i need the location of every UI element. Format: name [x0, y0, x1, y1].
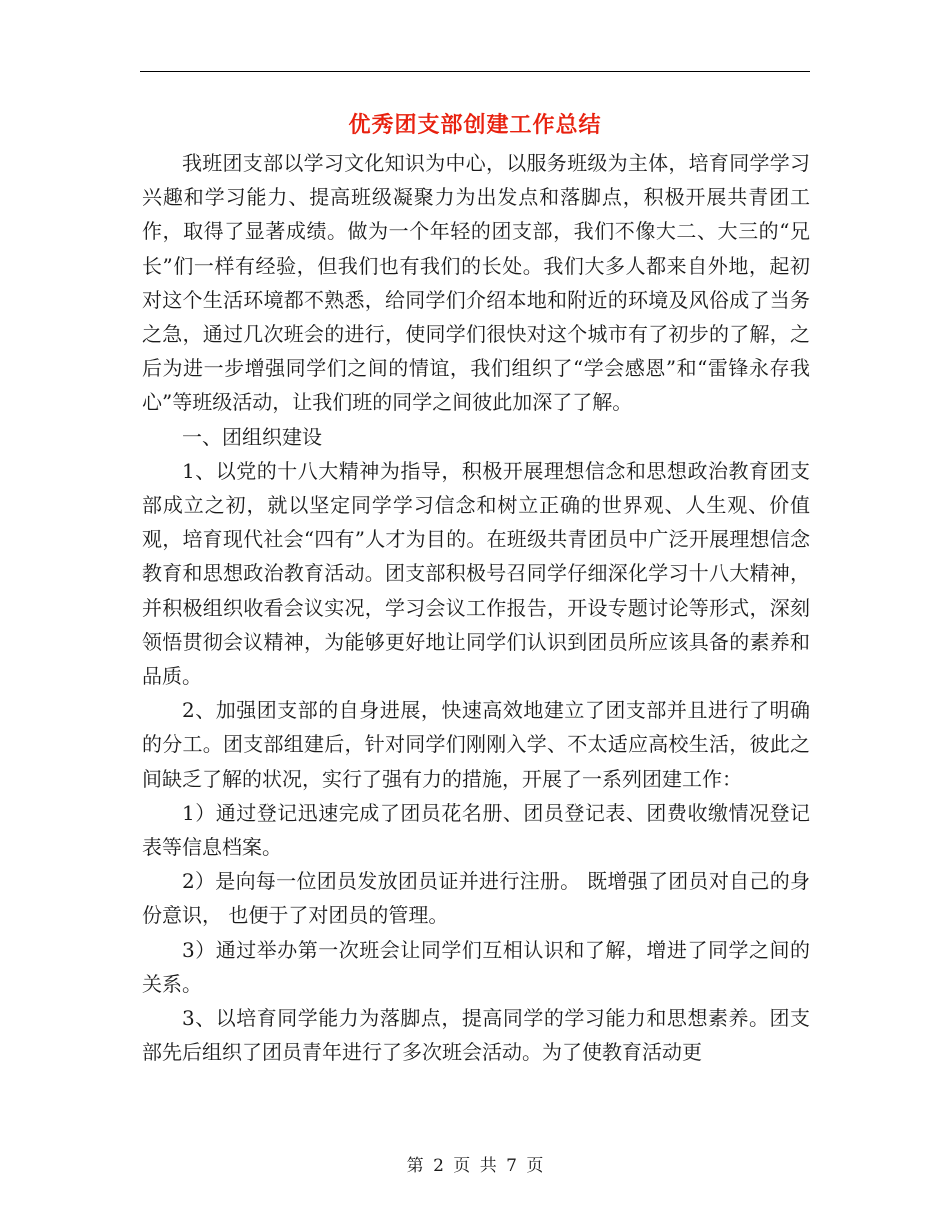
body-paragraph: 2、加强团支部的自身进展，快速高效地建立了团支部并且进行了明确的分工。团支部组建后，针对同学们刚刚入学、不太适应高校生活，彼此之间缺乏了解的状况，实行了强有力的措施，开展了一系列团建工作：	[142, 698, 810, 791]
list-item: 3）通过举办第一次班会让同学们互相认识和了解，增进了同学之间的关系。	[142, 937, 810, 996]
header-divider	[140, 71, 810, 72]
page-number: 第 2 页 共 7 页	[406, 1156, 544, 1176]
body-paragraph: 3、以培育同学能力为落脚点，提高同学的学习能力和思想素养。团支部先后组织了团员青年进行了多次班会活动。为了使教育活动更	[142, 1006, 810, 1065]
list-item: 2）是向每一位团员发放团员证并进行注册。 既增强了团员对自己的身份意识， 也便于了对团员的管理。	[142, 869, 810, 928]
section-heading: 一、团组织建设	[182, 424, 322, 449]
document-title: 优秀团支部创建工作总结	[348, 112, 602, 138]
body-paragraph: 1、以党的十八大精神为指导，积极开展理想信念和思想政治教育团支部成立之初，就以坚定同学学习信念和树立正确的世界观、人生观、价值观，培育现代社会“四有”人才为目的。在班级共青团员中广泛开展理想信念教育和思想政治教育活动。团支部积极号召同学仔细深化学习十八大精神，并积极组织收看会议实况，学习会议工作报告，开设专题讨论等形式，深刻领悟贯彻会议精神，为能够更好地让同学们认识到团员所应该具备的素养和品质。	[142, 458, 810, 689]
list-item: 1）通过登记迅速完成了团员花名册、团员登记表、团费收缴情况登记表等信息档案。	[142, 800, 810, 860]
document-body	[142, 146, 810, 1069]
intro-paragraph: 我班团支部以学习文化知识为中心，以服务班级为主体，培育同学学习兴趣和学习能力、提高班级凝聚力为出发点和落脚点，积极开展共青团工作，取得了显著成绩。做为一个年轻的团支部，我们不像大二、大三的“兄长”们一样有经验，但我们也有我们的长处。我们大多人都来自外地，起初对这个生活环境都不熟悉，给同学们介绍本地和附近的环境及风俗成了当务之急，通过几次班会的进行，使同学们很快对这个城市有了初步的了解，之后为进一步增强同学们之间的情谊，我们组织了“学会感恩”和“雷锋永存我心”等班级活动，让我们班的同学之间彼此加深了了解。	[142, 151, 810, 415]
